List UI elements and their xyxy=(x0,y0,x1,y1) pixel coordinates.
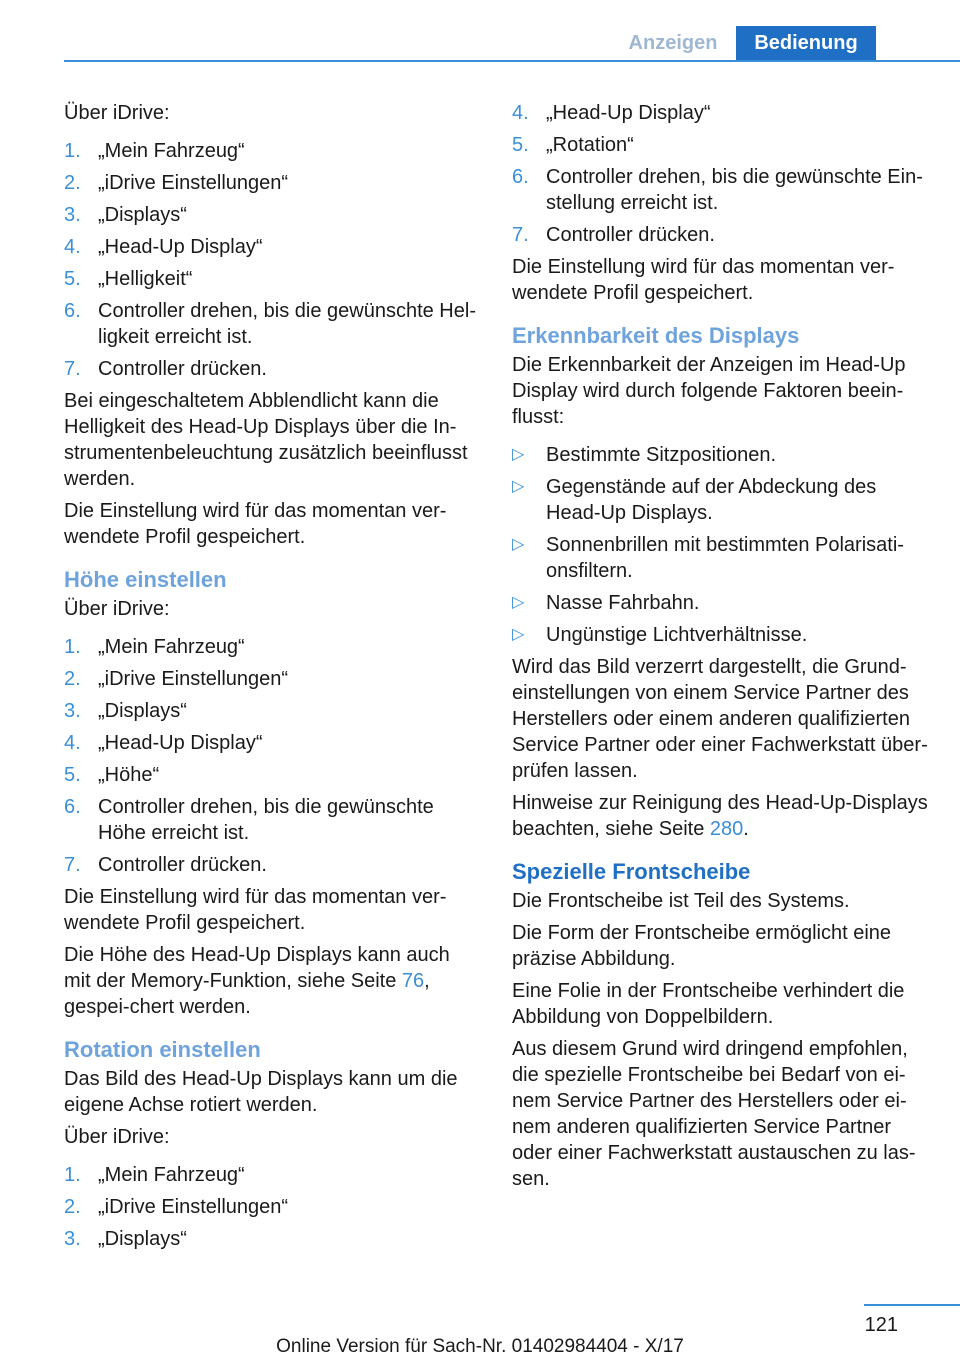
footer-rule xyxy=(864,1304,960,1306)
tab-anzeigen: Anzeigen xyxy=(628,32,718,54)
steps-rotation-continued xyxy=(512,100,930,248)
list-item: ▷ Bestimmte Sitzpositionen. xyxy=(512,444,777,466)
page-number: 121 xyxy=(864,1314,898,1336)
list-item: 4. „Head-Up Display“ xyxy=(64,732,263,754)
factor-list xyxy=(512,442,930,648)
list-item: 2. „iDrive Einstellungen“ xyxy=(64,1196,289,1218)
steps-helligkeit xyxy=(64,138,480,382)
paragraph: Die Einstellung wird für das momentan ver‐wendete Profil gespeichert. xyxy=(64,886,447,934)
paragraph: Die Erkennbarkeit der Anzeigen im Head-Up Display wird durch folgende Faktoren beein‐flusst: xyxy=(512,354,906,428)
triangle-bullet-icon: ▷ xyxy=(512,478,525,495)
paragraph: Hinweise zur Reinigung des Head-Up-Displays beachten, siehe Seite 280. xyxy=(512,792,928,840)
list-item: 5. „Rotation“ xyxy=(512,134,634,156)
paragraph: Aus diesem Grund wird dringend empfohlen, die spezielle Frontscheibe bei Bedarf von ei‐nem Service Partner des Herstellers oder ei‐nem anderen qualifizierten Service Partner oder einer Fachwerkstatt austauschen zu las‐sen. xyxy=(512,1038,916,1190)
list-item: ▷ Gegenstände auf der Abdeckung des Head-Up Displays. xyxy=(512,476,877,524)
intro-text: Über iDrive: xyxy=(64,102,170,124)
paragraph: Bei eingeschaltetem Abblendlicht kann die Helligkeit des Head-Up Displays über die In‐strumentenbeleuchtung zusätzlich beeinflusst werden. xyxy=(64,390,468,490)
list-item: 4. „Head-Up Display“ xyxy=(512,102,711,124)
steps-hoehe xyxy=(64,634,480,878)
list-item: 3. „Displays“ xyxy=(64,1228,187,1250)
paragraph: Die Form der Frontscheibe ermöglicht eine präzise Abbildung. xyxy=(512,922,892,970)
section-heading-frontscheibe: Spezielle Frontscheibe xyxy=(512,859,751,884)
left-column xyxy=(64,100,480,1258)
list-item: 1. „Mein Fahrzeug“ xyxy=(64,636,245,658)
list-item: 6. Controller drehen, bis die gewünschte Ein‐stellung erreicht ist. xyxy=(512,166,923,214)
paragraph: Die Einstellung wird für das momentan ver‐wendete Profil gespeichert. xyxy=(64,500,447,548)
list-item: 3. „Displays“ xyxy=(64,204,187,226)
list-item: 6. Controller drehen, bis die gewünschte Hel‐ligkeit erreicht ist. xyxy=(64,300,476,348)
section-heading-erkennbarkeit: Erkennbarkeit des Displays xyxy=(512,323,800,348)
list-item: 7. Controller drücken. xyxy=(64,854,267,876)
triangle-bullet-icon: ▷ xyxy=(512,626,525,643)
list-item: 6. Controller drehen, bis die gewünschte Höhe erreicht ist. xyxy=(64,796,434,844)
list-item: 7. Controller drücken. xyxy=(512,224,715,246)
paragraph: Das Bild des Head-Up Displays kann um die eigene Achse rotiert werden. xyxy=(64,1068,458,1116)
header-rule xyxy=(64,60,960,62)
triangle-bullet-icon: ▷ xyxy=(512,446,525,463)
intro-text: Über iDrive: xyxy=(64,1126,170,1148)
list-item: 2. „iDrive Einstellungen“ xyxy=(64,172,289,194)
paragraph: Die Höhe des Head-Up Displays kann auch mit der Memory-Funktion, siehe Seite 76, gespei‐chert werden. xyxy=(64,944,450,1018)
list-item: 5. „Helligkeit“ xyxy=(64,268,193,290)
list-item: ▷ Nasse Fahrbahn. xyxy=(512,592,700,614)
list-item: ▷ Ungünstige Lichtverhältnisse. xyxy=(512,624,808,646)
intro-text: Über iDrive: xyxy=(64,598,170,620)
list-item: 2. „iDrive Einstellungen“ xyxy=(64,668,289,690)
right-column xyxy=(512,100,930,1198)
triangle-bullet-icon: ▷ xyxy=(512,536,525,553)
paragraph: Die Frontscheibe ist Teil des Systems. xyxy=(512,890,850,912)
tab-bedienung: Bedienung xyxy=(736,26,876,62)
list-item: ▷ Sonnenbrillen mit bestimmten Polarisati‐onsfiltern. xyxy=(512,534,904,582)
list-item: 1. „Mein Fahrzeug“ xyxy=(64,140,245,162)
page-link-76[interactable]: 76 xyxy=(401,970,425,992)
paragraph: Eine Folie in der Frontscheibe verhindert die Abbildung von Doppelbildern. xyxy=(512,980,905,1028)
list-item: 5. „Höhe“ xyxy=(64,764,160,786)
page-link-280[interactable]: 280 xyxy=(709,818,744,840)
paragraph: Wird das Bild verzerrt dargestellt, die Grund‐einstellungen von einem Service Partner des Herstellers oder einem anderen qualifizierten Service Partner oder einer Fachwerkstatt über‐prüfen lassen. xyxy=(512,656,928,782)
section-heading-rotation: Rotation einstellen xyxy=(64,1037,261,1062)
section-heading-hoehe: Höhe einstellen xyxy=(64,567,227,592)
list-item: 4. „Head-Up Display“ xyxy=(64,236,263,258)
list-item: 3. „Displays“ xyxy=(64,700,187,722)
list-item: 1. „Mein Fahrzeug“ xyxy=(64,1164,245,1186)
steps-rotation xyxy=(64,1162,480,1252)
triangle-bullet-icon: ▷ xyxy=(512,594,525,611)
list-item: 7. Controller drücken. xyxy=(64,358,267,380)
online-version-text: Online Version für Sach-Nr. 01402984404 - X/17 xyxy=(276,1336,684,1357)
paragraph: Die Einstellung wird für das momentan ver‐wendete Profil gespeichert. xyxy=(512,256,895,304)
